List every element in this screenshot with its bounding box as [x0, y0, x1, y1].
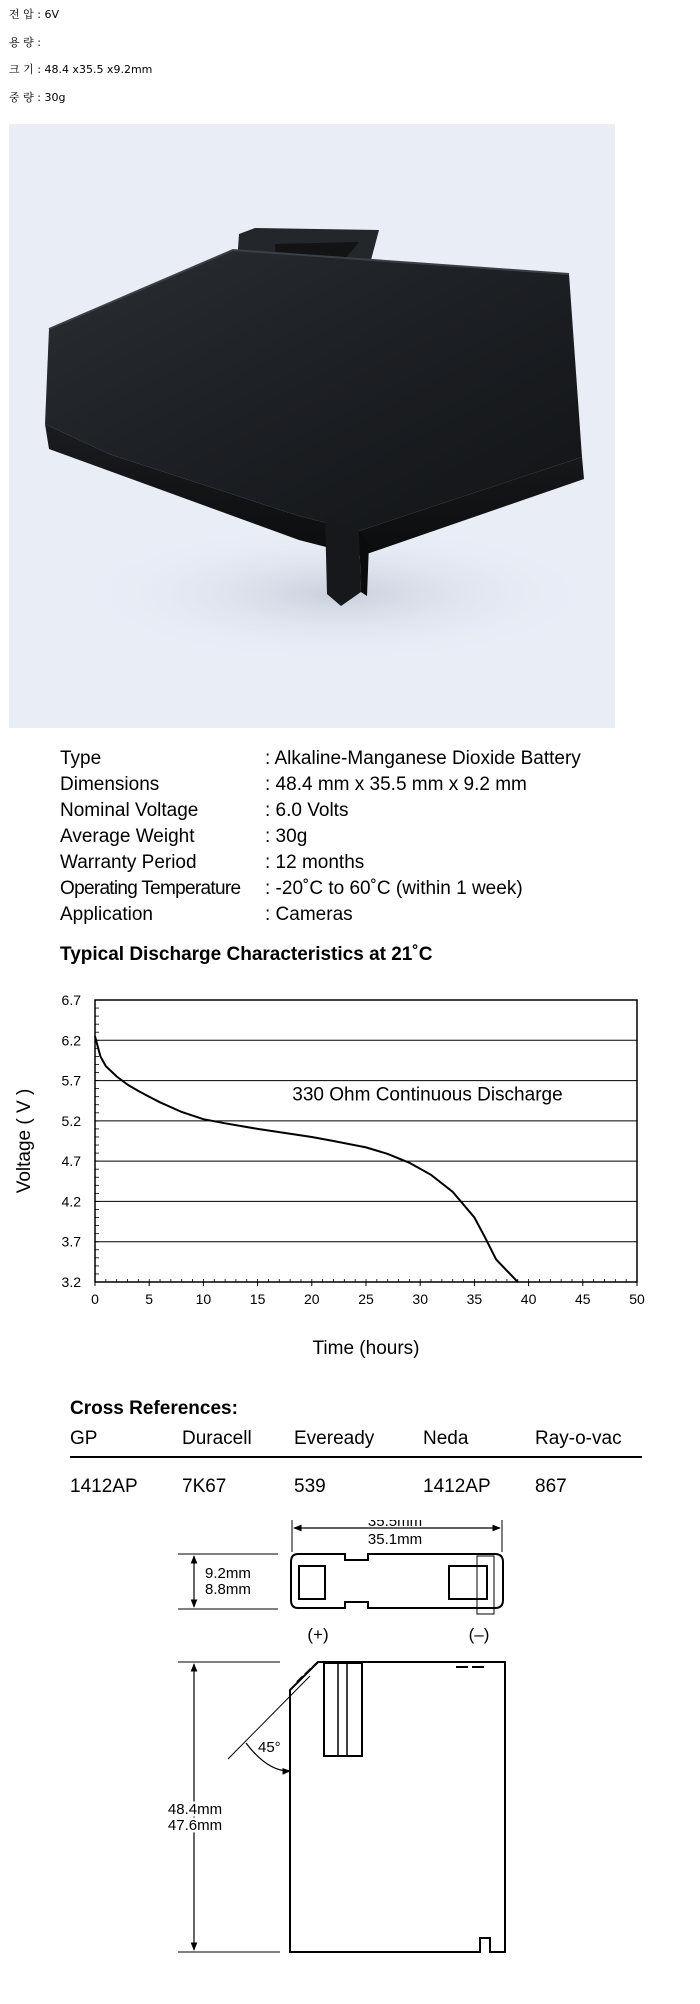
spec-row	[60, 772, 581, 798]
x-tick-label: 25	[358, 1291, 374, 1307]
xref-value-gp: 1412AP	[70, 1476, 138, 1497]
spec-value: : 30g	[265, 826, 308, 847]
spec-label: Type	[60, 748, 102, 769]
y-tick-label: 6.7	[61, 992, 81, 1008]
y-tick-label: 5.2	[61, 1112, 81, 1129]
x-tick-label: 10	[195, 1291, 212, 1307]
width-label-min: 35.1mm	[367, 1531, 423, 1548]
discharge-chart	[0, 990, 700, 1380]
spec-value: : Alkaline-Manganese Dioxide Battery	[265, 748, 581, 769]
cross-references-title: Cross References:	[70, 1398, 238, 1419]
spec-value: : 12 months	[265, 852, 365, 873]
battery-photo	[9, 124, 615, 728]
xref-value-rayovac: 867	[535, 1476, 567, 1497]
y-tick-label: 3.7	[61, 1233, 81, 1250]
chart-title: Typical Discharge Characteristics at 21˚C	[60, 944, 433, 965]
x-tick-label: 50	[629, 1291, 645, 1307]
negative-label: (–)	[468, 1625, 490, 1644]
xref-header-neda: Neda	[423, 1428, 469, 1449]
terminal-clip	[477, 1556, 494, 1614]
spec-weight-kr: 중 량 : 30g	[9, 91, 66, 104]
spec-capacity-kr: 용 량 :	[9, 36, 41, 49]
spec-label: Dimensions	[60, 774, 160, 795]
chart-svg	[0, 990, 700, 1380]
y-axis-label: Voltage ( V )	[14, 1088, 35, 1194]
xref-value-eveready: 539	[294, 1476, 326, 1497]
xref-header-eveready: Eveready	[294, 1428, 375, 1449]
spec-value: : -20˚C to 60˚C (within 1 week)	[265, 878, 523, 899]
xref-header-duracell: Duracell	[182, 1428, 252, 1449]
xref-header-gp: GP	[70, 1428, 98, 1449]
xref-value-duracell: 7K67	[182, 1476, 227, 1497]
y-tick-label: 3.2	[61, 1274, 81, 1290]
discharge-curve	[95, 1036, 518, 1282]
chart-annotation: 330 Ohm Continuous Discharge	[292, 1084, 563, 1106]
tab-outline	[324, 1663, 362, 1756]
thickness-label-max: 9.2mm	[205, 1565, 251, 1582]
x-tick-label: 0	[91, 1291, 99, 1307]
height-label-max: 48.4mm	[167, 1801, 223, 1818]
spec-value: : 48.4 mm x 35.5 mm x 9.2 mm	[265, 774, 527, 795]
spec-value: : 6.0 Volts	[265, 800, 349, 821]
spec-label: Application	[60, 904, 153, 925]
x-tick-label: 5	[145, 1291, 154, 1307]
x-tick-label: 30	[412, 1291, 428, 1307]
y-tick-label: 5.7	[61, 1072, 81, 1089]
spec-row	[60, 798, 581, 824]
y-tick-label: 4.7	[61, 1153, 81, 1170]
y-tick-label: 4.2	[61, 1193, 81, 1210]
spec-label: Nominal Voltage	[60, 800, 199, 821]
spec-label: Operating Temperature	[60, 878, 241, 899]
dimension-drawing-svg	[0, 1520, 700, 2000]
spec-row	[60, 876, 581, 902]
xref-value-neda: 1412AP	[423, 1476, 491, 1497]
xref-header-rayovac: Ray-o-vac	[535, 1428, 622, 1449]
x-tick-label: 45	[575, 1291, 591, 1307]
x-tick-label: 40	[520, 1291, 537, 1307]
plot-frame	[95, 1000, 637, 1282]
positive-label: (+)	[307, 1625, 329, 1644]
positive-terminal	[299, 1566, 325, 1599]
spec-label: Average Weight	[60, 826, 195, 847]
angle-label: 45°	[258, 1739, 281, 1756]
spec-table	[60, 746, 581, 928]
cross-references-table	[70, 1424, 642, 1504]
spec-row	[60, 824, 581, 850]
spec-size-kr: 크 기 : 48.4 x35.5 x9.2mm	[9, 63, 153, 76]
spec-voltage-kr: 전 압 : 6V	[9, 8, 59, 21]
x-tick-label: 15	[249, 1291, 266, 1307]
spec-row	[60, 746, 581, 772]
negative-terminal	[449, 1566, 487, 1599]
width-label-max: 35.5mm	[367, 1520, 423, 1530]
spec-row	[60, 850, 581, 876]
thickness-label-min: 8.8mm	[205, 1581, 251, 1598]
x-tick-label: 20	[304, 1291, 320, 1307]
spec-row	[60, 902, 581, 928]
spec-label: Warranty Period	[60, 852, 197, 873]
dimension-drawing	[0, 1520, 700, 2000]
height-label-min: 47.6mm	[167, 1817, 223, 1834]
y-tick-label: 6.2	[61, 1032, 81, 1049]
x-tick-label: 35	[466, 1291, 483, 1307]
x-axis-label: Time (hours)	[312, 1338, 420, 1359]
front-view-outline	[290, 1662, 505, 1952]
spec-value: : Cameras	[265, 904, 353, 925]
battery-illustration	[9, 124, 615, 728]
